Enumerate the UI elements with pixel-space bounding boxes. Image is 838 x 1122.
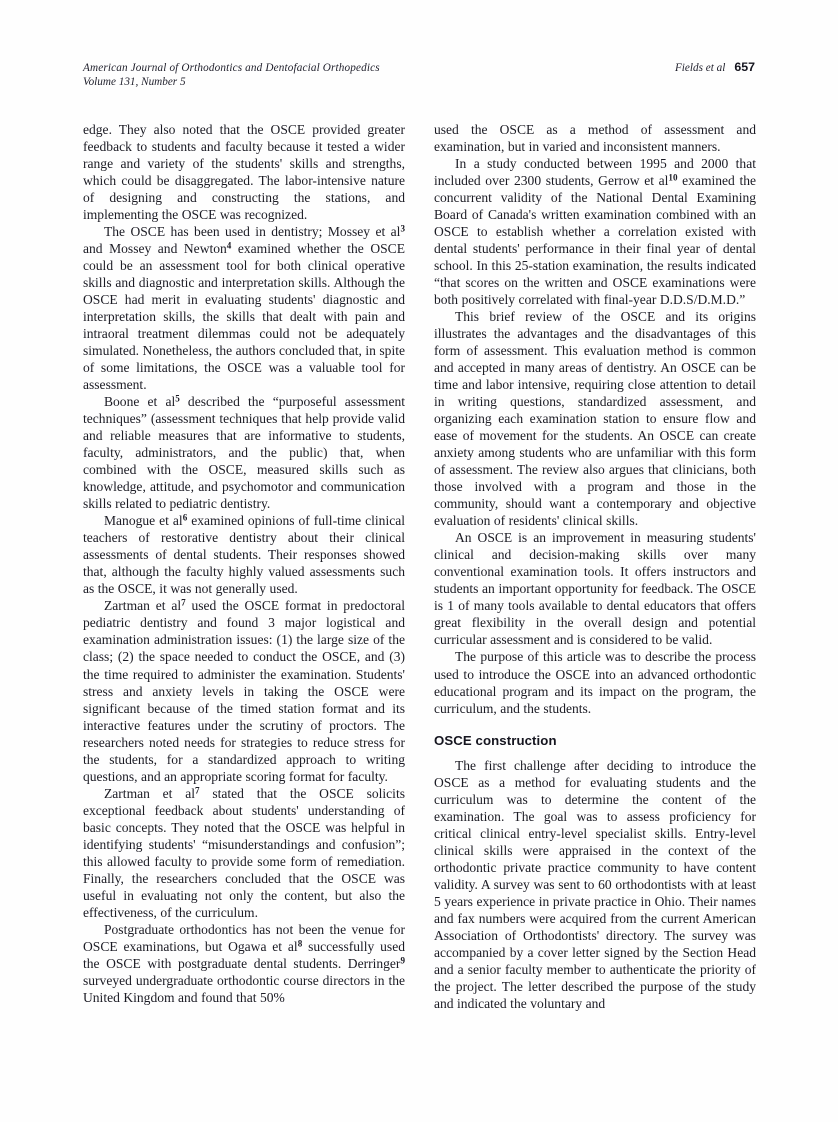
paragraph: Manogue et $al^6$ examined opinions of full-time clinical teachers of restorative dentistry about their clinical assessments of dental students. Their responses showed that, although the faculty highly valued assessments such as the OSCE, it was not generally used. xyxy=(83,513,406,597)
paragraph: In a study conducted between 1995 and 2000 that included over 2300 students, Gerrow et $al^{10}$ examined the concurrent validity of the National Dental Examining Board of Canada's written examination combined with an OSCE to establish whether a correlation existed with dental students' performance in their final year of dental school. In this 25-station examination, the results indicated “that scores on the written and OSCE examinations were both positively correlated with final-year D.D.S/D.M.D.” xyxy=(434,156,756,308)
reference-superscript: 4 xyxy=(226,240,232,251)
paragraph: The first challenge after deciding to introduce the OSCE as a method for evaluating students and the curriculum was to determine the content of the examination. The goal was to assess proficiency for critical clinical entry-level specialist skills. Entry-level clinical skills were appraised in the context of the orthodontic private practice community to have content validity. A survey was sent to 60 orthodontists with at least 5 years experience in private practice in Ohio. Their names and fax numbers were acquired from the current American Association of Orthodontists' directory. The survey was accompanied by a cover letter signed by the Section Head and a senior faculty member to authenticate the priority of the project. The letter described the purpose of the study and indicated the voluntary and xyxy=(434,757,756,1011)
left-column xyxy=(83,121,405,1071)
paragraph: An OSCE is an improvement in measuring students' clinical and decision-making skills over many conventional examination tools. It offers instructors and students an important opportunity for feedback. The OSCE is 1 of many tools available to dental educators that offers great flexibility in the overall design and potential curricular assessment and is considered to be valid. xyxy=(434,530,756,648)
reference-superscript: 8 xyxy=(297,938,303,949)
reference-superscript: 9 xyxy=(400,955,405,966)
running-head xyxy=(83,60,755,88)
paragraph: edge. They also noted that the OSCE provided greater feedback to students and faculty because it tested a wider range and variety of the students' skills and strengths, which could be disaggregated. The labor-intensive nature of designing and constructing the stations, and implementing the OSCE was recognized. xyxy=(83,122,405,223)
reference-superscript: 5 xyxy=(175,393,180,404)
paragraph: Zartman et $al^7$ used the OSCE format in predoctoral pediatric dentistry and found 3 major logistical and examination administration issues: (1) the large size of the class; (2) the space needed to conduct the OSCE, and (3) the time required to administer the examination. Students' stress and anxiety levels in taking the OSCE were significant because of the timed station format and its interactive features under the scrutiny of proctors. The researchers noted needs for strategies to reduce stress for the students, for a standardized approach to writing questions, and an appropriate scoring format for faculty. xyxy=(83,598,405,784)
paragraph: used the OSCE as a method of assessment and examination, but in varied and inconsistent manners. xyxy=(434,122,756,155)
reference-superscript: 7 xyxy=(181,598,186,609)
reference-superscript: 7 xyxy=(195,785,200,796)
volume-issue-line: Volume 131, Number 5 xyxy=(83,76,186,88)
running-head-right xyxy=(675,60,755,74)
reference-superscript: 3 xyxy=(400,223,405,234)
paragraph: The OSCE has been used in dentistry; Mossey et $al^3$ and Mossey and Newton$^4$ examined whether the OSCE could be an assessment tool for both clinical operative skills and diagnostic and interpretation skills. Although the OSCE had merit in evaluating students' diagnostic and interpretation skills, the skills that dealt with pain and intraoral treatment dilemmas could not be adequately simulated. Nonetheless, the authors concluded that, in spite of some limitations, the OSCE was a valuable tool for assessment. xyxy=(83,223,405,393)
paragraph: The purpose of this article was to describe the process used to introduce the OSCE into an advanced orthodontic educational program and its impact on the program, the curriculum, and the students. xyxy=(434,649,756,716)
paragraph: Zartman et $al^7$ stated that the OSCE solicits exceptional feedback about students' understanding of basic concepts. They noted that the OSCE was helpful in identifying students' “misunderstandings and confusion”; this allowed faculty to provide some form of remediation. Finally, the researchers concluded that the OSCE was useful in evaluating not only the content, but also the effectiveness, of the curriculum. xyxy=(83,785,405,920)
section-heading: OSCE construction xyxy=(434,732,557,748)
right-column xyxy=(434,121,756,1071)
reference-superscript: 6 xyxy=(182,513,188,524)
reference-superscript: 10 xyxy=(668,172,678,183)
running-head-authors: Fields et al xyxy=(674,62,726,74)
journal-title: American Journal of Orthodontics and Dentofacial Orthopedics xyxy=(83,62,380,74)
paragraph: Boone et $al^5$ described the “purposeful assessment techniques” (assessment techniques that help provide valid and reliable measures that are informative to students, faculty, administrators, and the public) that, when combined with the OSCE, measured skills such as knowledge, attitude, and psychomotor and communication skills related to pediatric dentistry. xyxy=(83,393,405,512)
page-number: 657 xyxy=(734,60,755,74)
paragraph: Postgraduate orthodontics has not been the venue for OSCE examinations, but Ogawa et $al^8$ successfully used the OSCE with postgraduate dental students. Derringer$^9$ surveyed undergraduate orthodontic course directors in the United Kingdom and found that 50% xyxy=(83,921,405,1005)
body-columns xyxy=(83,121,756,1071)
running-head-top-row xyxy=(83,60,755,74)
paragraph: This brief review of the OSCE and its origins illustrates the advantages and the disadvantages of this form of assessment. This evaluation method is common and accepted in many areas of dentistry. An OSCE can be time and labor intensive, requiring close attention to detail in writing questions, standardized assessment, and organizing each examination station to ensure flow and ease of movement for the students. An OSCE can create anxiety among students who are unfamiliar with this form of assessment. The review also argues that clinicians, both those involved with a program and those in the community, should want a contemporary and objective evaluation of residents' clinical skills. xyxy=(434,309,756,529)
